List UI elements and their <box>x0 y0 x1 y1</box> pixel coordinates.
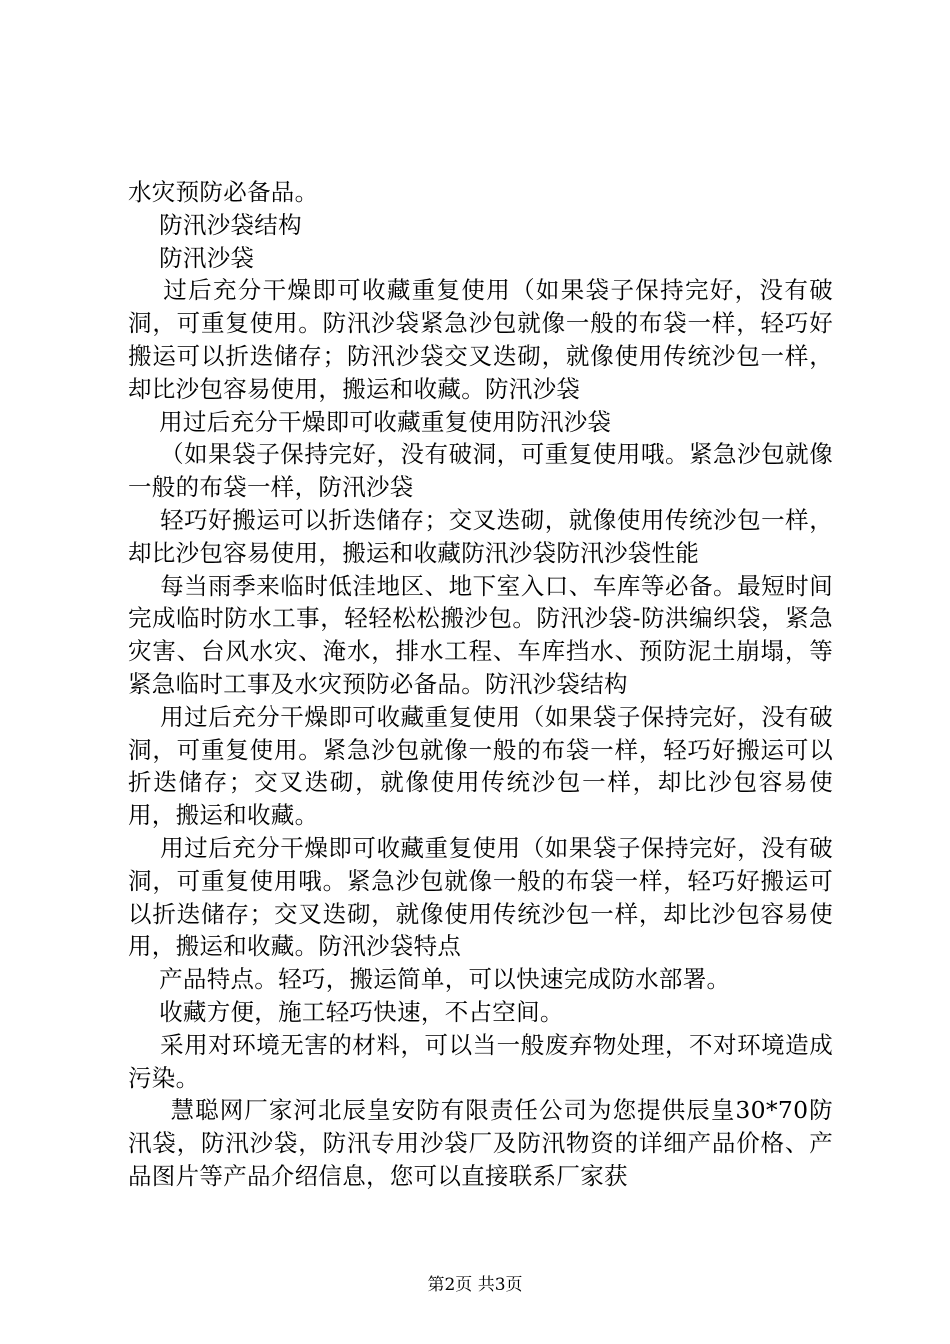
paragraph: 采用对环境无害的材料，可以当一般废弃物处理，不对环境造成污染。 <box>128 1030 833 1092</box>
paragraph: 每当雨季来临时低洼地区、地下室入口、车库等必备。最短时间完成临时防水工事，轻轻松松搬沙包。防汛沙袋-防洪编织袋，紧急灾害、台风水灾、淹水，排水工程、车库挡水、预防泥土崩塌，等紧急临时工事及水灾预防必备品。防汛沙袋结构 <box>128 571 833 698</box>
paragraph: 慧聪网厂家河北辰皇安防有限责任公司为您提供辰皇30*70防汛袋，防汛沙袋，防汛专用沙袋厂及防汛物资的详细产品价格、产品图片等产品介绍信息，您可以直接联系厂家获 <box>128 1096 833 1190</box>
paragraph: 水灾预防必备品。 <box>128 178 319 206</box>
paragraph: 收藏方便，施工轻巧快速，不占空间。 <box>128 997 564 1026</box>
paragraph: 防汛沙袋结构 <box>128 210 302 239</box>
paragraph: 用过后充分干燥即可收藏重复使用防汛沙袋 <box>128 407 612 436</box>
paragraph: （如果袋子保持完好，没有破洞，可重复使用哦。紧急沙包就像一般的布袋一样，防汛沙袋 <box>128 440 833 502</box>
paragraph: 轻巧好搬运可以折迭储存；交叉迭砌，就像使用传统沙包一样，却比沙包容易使用，搬运和收藏防汛沙袋防汛沙袋性能 <box>128 505 833 567</box>
document-body <box>128 176 833 1193</box>
paragraph: 用过后充分干燥即可收藏重复使用（如果袋子保持完好，没有破洞，可重复使用。紧急沙包就像一般的布袋一样，轻巧好搬运可以折迭储存；交叉迭砌，就像使用传统沙包一样，却比沙包容易使用，搬运和收藏。 <box>128 702 833 830</box>
page-number-footer: 第2页 共3页 <box>427 1275 523 1295</box>
paragraph: 用过后充分干燥即可收藏重复使用（如果袋子保持完好，没有破洞，可重复使用哦。紧急沙包就像一般的布袋一样，轻巧好搬运可以折迭储存；交叉迭砌，就像使用传统沙包一样，却比沙包容易使用，搬运和收藏。防汛沙袋特点 <box>128 833 833 961</box>
paragraph: 产品特点。轻巧，搬运简单，可以快速完成防水部署。 <box>128 965 731 994</box>
paragraph: 过后充分干燥即可收藏重复使用（如果袋子保持完好，没有破洞，可重复使用。防汛沙袋紧急沙包就像一般的布袋一样，轻巧好搬运可以折迭储存；防汛沙袋交叉迭砌，就像使用传统沙包一样，却比沙包容易使用，搬运和收藏。防汛沙袋 <box>128 276 833 403</box>
paragraph: 防汛沙袋 <box>128 243 255 272</box>
